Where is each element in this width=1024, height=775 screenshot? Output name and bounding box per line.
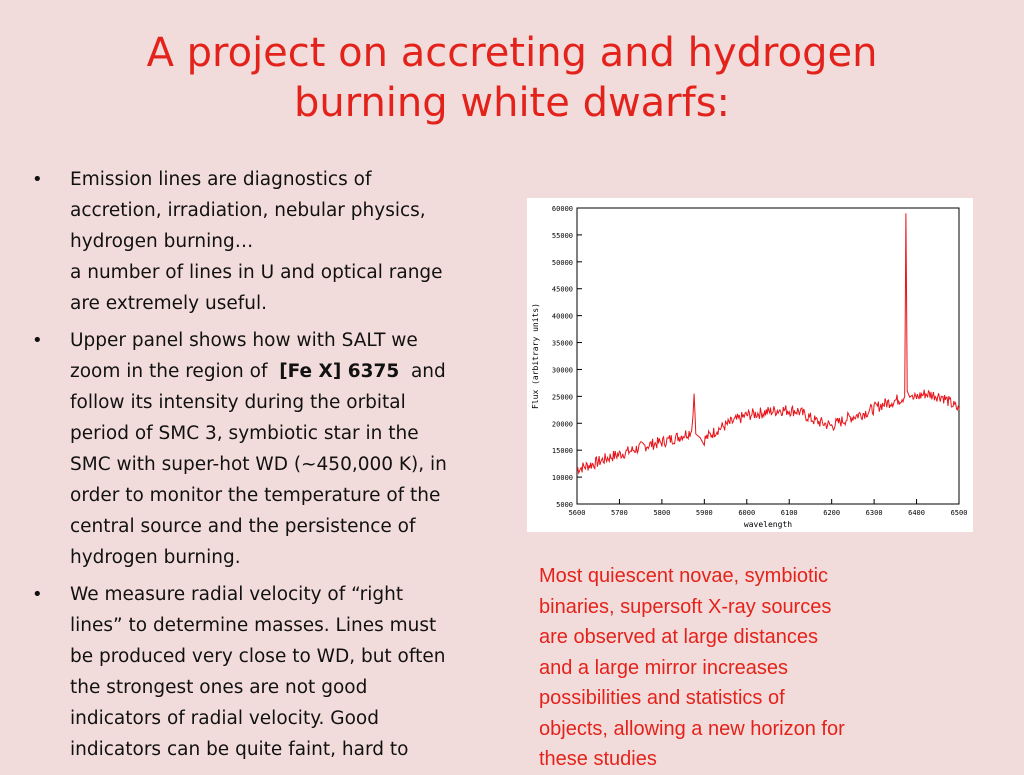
y-axis-label: Flux (arbitrary units) <box>531 303 540 409</box>
plot-frame <box>577 208 959 504</box>
bullet-line: hydrogen burning… <box>70 231 254 252</box>
bullet-line: lines” to determine masses. Lines must <box>70 615 437 636</box>
fe-x-line-label: [Fe X] 6375 <box>279 361 400 382</box>
bullet-line <box>70 356 508 387</box>
bullet-line: the strongest ones are not good <box>70 677 368 698</box>
x-tick-label: 5600 <box>568 509 586 517</box>
note-line: possibilities and statistics of <box>539 687 785 709</box>
y-tick-label: 20000 <box>551 420 573 429</box>
bullet-line: indicators can be quite faint, hard to <box>70 739 409 760</box>
bullet-dot-icon: • <box>32 584 43 605</box>
x-axis <box>569 499 968 517</box>
bullet-dot-icon: • <box>32 169 43 190</box>
bullet-line: SMC with super-hot WD (~450,000 K), in <box>70 454 447 475</box>
y-tick-label: 50000 <box>551 258 573 267</box>
bullet-list <box>28 164 508 771</box>
bullet-item <box>28 164 508 319</box>
note-line: these studies <box>539 748 657 770</box>
bullet-item <box>28 325 508 573</box>
y-tick-label: 35000 <box>551 339 573 348</box>
y-tick-label: 45000 <box>551 285 573 294</box>
y-tick-label: 25000 <box>551 393 573 402</box>
x-tick-label: 5900 <box>695 509 713 517</box>
bullet-item <box>28 579 508 765</box>
x-tick-label: 6400 <box>908 509 925 517</box>
bullet-dot-icon: • <box>32 330 43 351</box>
x-tick-label: 5700 <box>611 509 628 517</box>
bullet-line: hydrogen burning. <box>70 547 241 568</box>
y-tick-label: 15000 <box>551 447 573 456</box>
bullet-line: be produced very close to WD, but often <box>70 646 446 667</box>
spectrum-chart <box>527 198 973 532</box>
note-line: and a large mirror increases <box>539 656 788 679</box>
bullet-line: central source and the persistence of <box>70 516 416 537</box>
y-tick-label: 30000 <box>551 366 573 375</box>
bullet-line: accretion, irradiation, nebular physics, <box>70 200 426 221</box>
slide-title <box>60 28 964 128</box>
bullet-line: Upper panel shows how with SALT we <box>70 330 418 351</box>
y-tick-label: 55000 <box>551 231 573 240</box>
note-line: binaries, supersoft X-ray sources <box>539 595 832 618</box>
note-line: Most quiescent novae, symbiotic <box>539 565 829 587</box>
spectrum-chart-svg <box>527 198 973 532</box>
bullet-line: are extremely useful. <box>70 293 268 314</box>
bullet-line: a number of lines in U and optical range <box>70 262 443 283</box>
x-tick-label: 5800 <box>653 509 671 517</box>
bullet-text: zoom in the region of <box>70 361 280 382</box>
spectrum-line <box>577 213 959 473</box>
bullet-line: order to monitor the temperature of the <box>70 485 441 506</box>
x-tick-label: 6000 <box>738 509 756 517</box>
bullet-line: period of SMC 3, symbiotic star in the <box>70 423 419 444</box>
title-line-1: A project on accreting and hydrogen <box>146 30 878 76</box>
side-note <box>539 561 959 775</box>
y-tick-label: 60000 <box>551 205 573 213</box>
bullet-line: follow its intensity during the orbital <box>70 392 406 413</box>
x-tick-label: 6200 <box>823 509 841 517</box>
title-line-2: burning white dwarfs: <box>293 80 731 126</box>
bullet-text: and <box>399 361 446 382</box>
bullet-line: indicators of radial velocity. Good <box>70 708 379 729</box>
y-tick-label: 10000 <box>551 474 573 483</box>
note-line: are observed at large distances <box>539 626 819 648</box>
x-tick-label: 6300 <box>865 509 883 517</box>
note-line: objects, allowing a new horizon for <box>539 717 845 740</box>
x-tick-label: 6100 <box>780 509 798 517</box>
x-tick-label: 6500 <box>950 509 968 517</box>
y-tick-label: 5000 <box>556 501 573 509</box>
bullet-line: We measure radial velocity of “right <box>70 584 404 605</box>
bullet-line: Emission lines are diagnostics of <box>70 169 372 190</box>
x-axis-label: wavelength <box>743 520 793 529</box>
y-tick-label: 40000 <box>551 312 573 321</box>
